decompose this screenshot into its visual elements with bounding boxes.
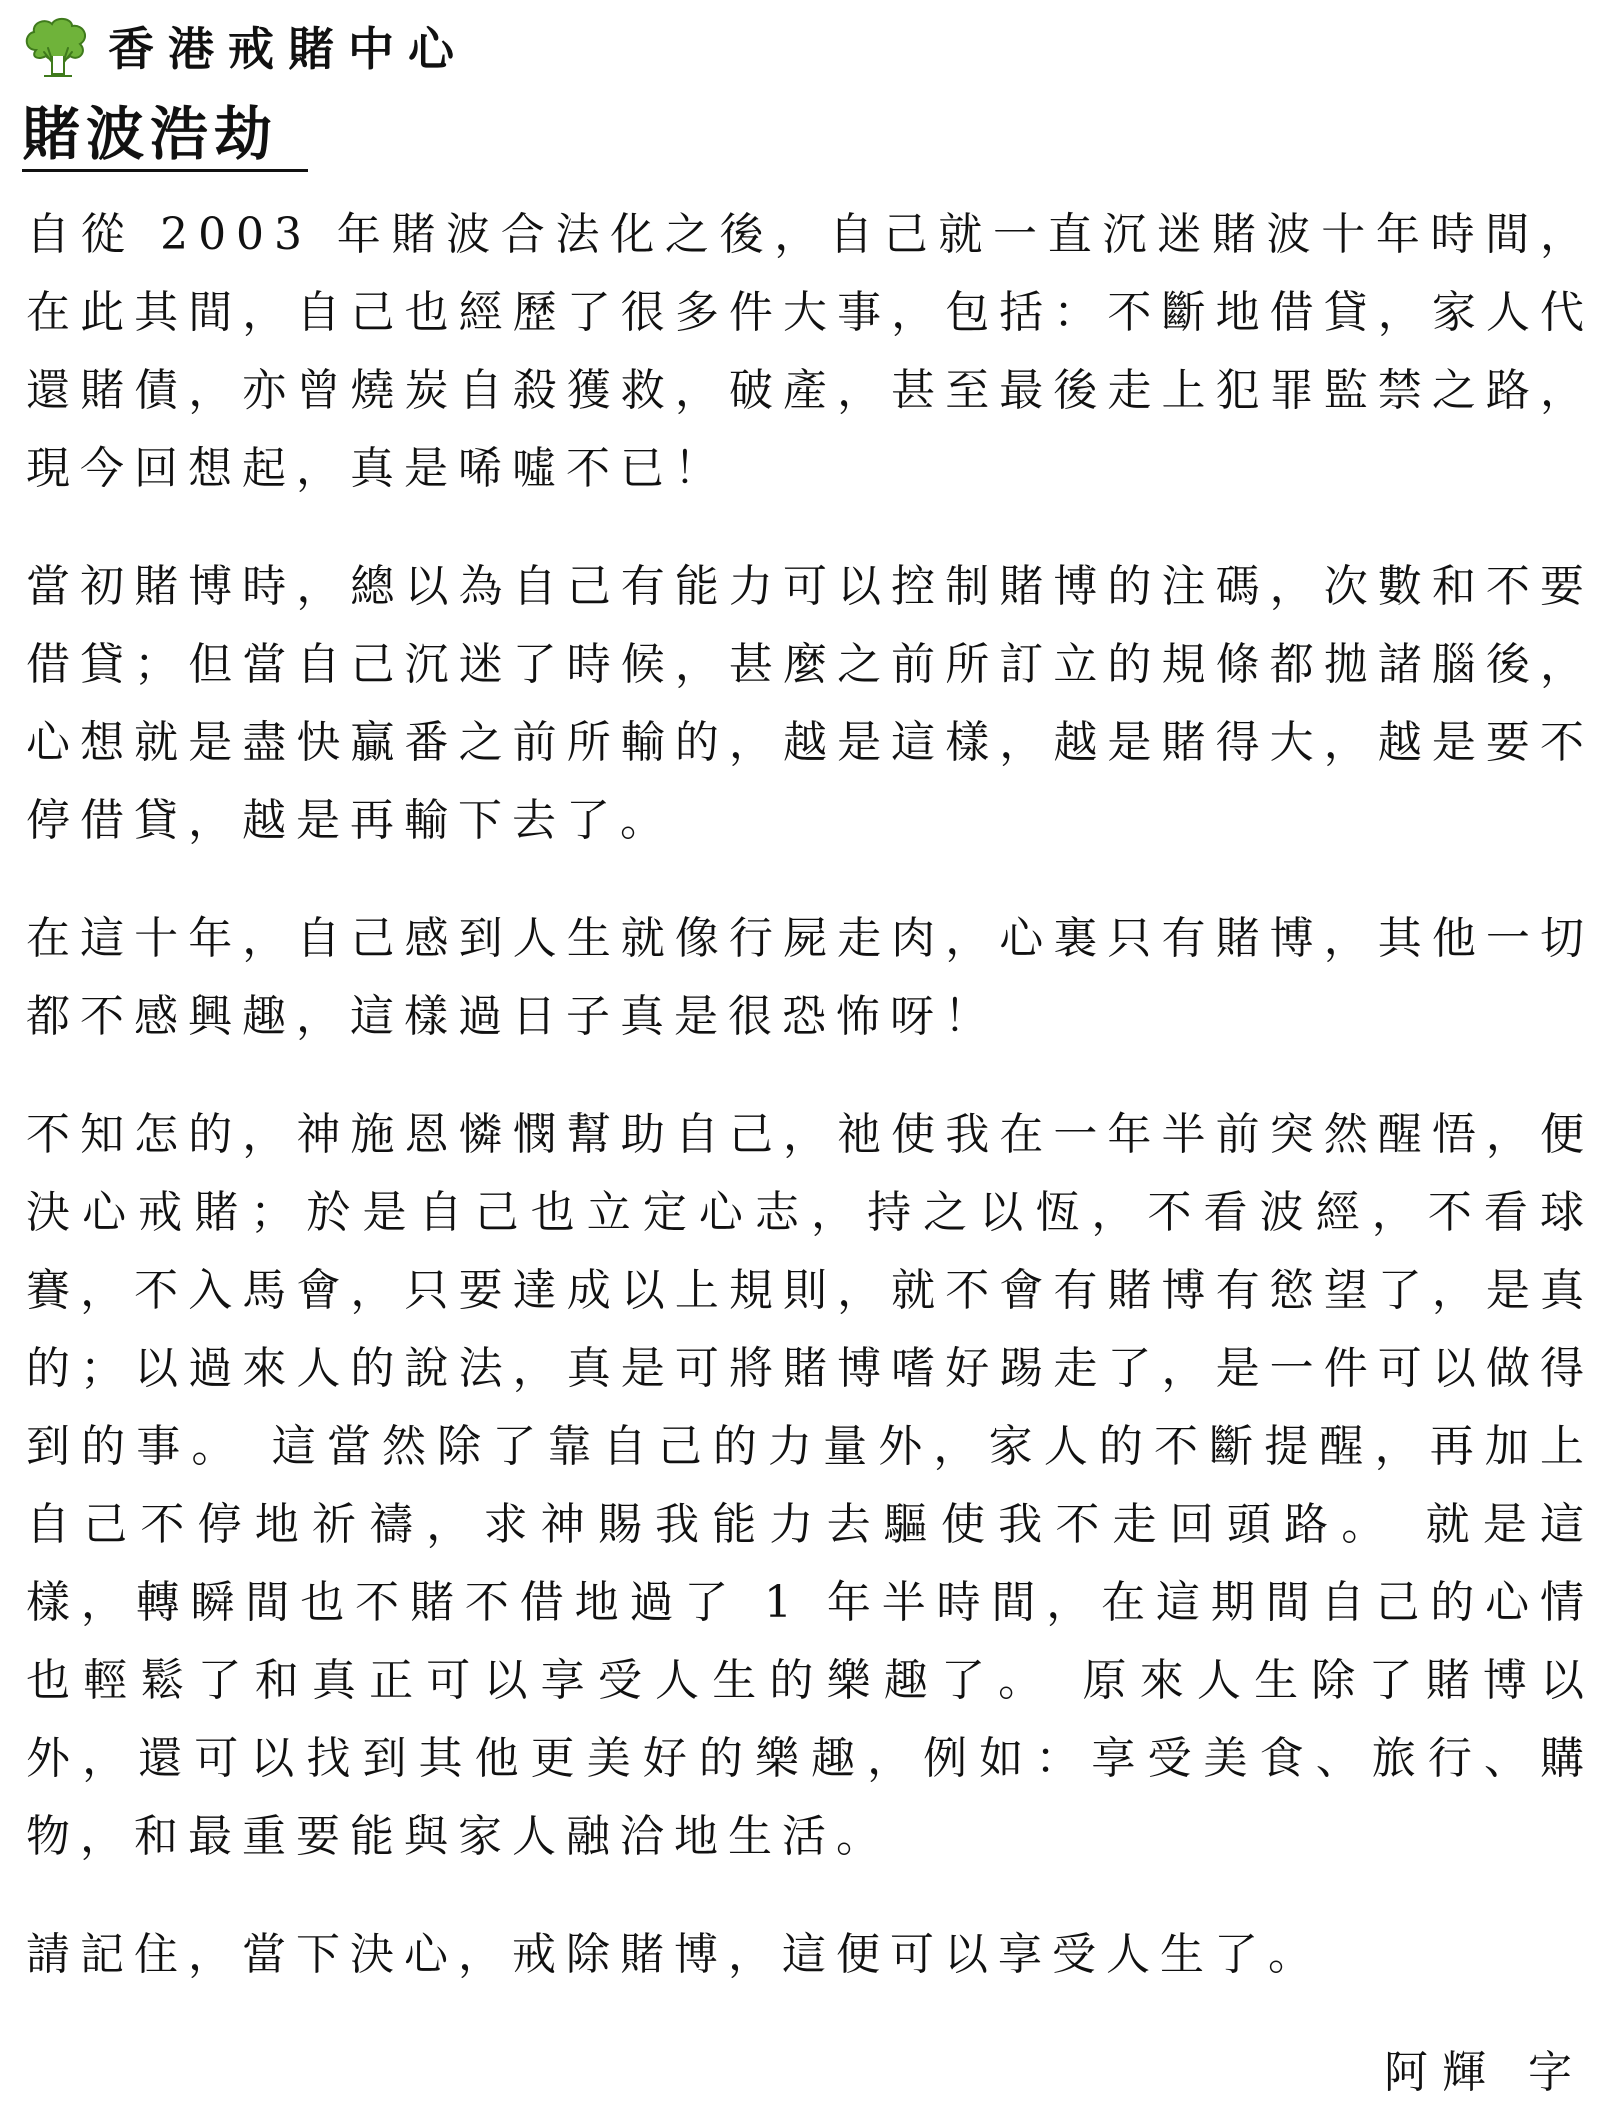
letterhead bbox=[22, 14, 468, 84]
document-title-block bbox=[22, 104, 308, 172]
document-title: 賭波浩劫 bbox=[22, 104, 279, 165]
paragraph: 不知怎的，神施恩憐憫幫助自己，祂使我在一年半前突然醒悟，便決心戒賭；於是自己也立定心志，持之以恆，不看波經，不看球賽，不入馬會，只要達成以上規則，就不會有賭博有慾望了，是真的；以過來人的說法，真是可將賭博嗜好踢走了，是一件可以做得到的事。 這當然除了靠自己的力量外，家人的不斷提醒，再加上自己不停地祈禱，求神賜我能力去驅使我不走回頭路。 就是這樣，轉瞬間也不賭不借地過了 1 年半時間，在這期間自己的心情也輕鬆了和真正可以享受人生的樂趣了。 原來人生除了賭博以外，還可以找到其他更美好的樂趣，例如：享受美食、旅行、購物，和最重要能與家人融洽地生活。 bbox=[26, 1109, 1594, 1862]
paragraph: 當初賭博時，總以為自己有能力可以控制賭博的注碼，次數和不要借貸；但當自己沉迷了時候，甚麼之前所訂立的規條都拋諸腦後，心想就是盡快贏番之前所輸的，越是這樣，越是賭得大，越是要不停借貸，越是再輸下去了。 bbox=[26, 561, 1594, 846]
paragraph: 請記住，當下決心，戒除賭博，這便可以享受人生了。 bbox=[26, 1929, 1322, 1980]
paragraph: 自從 2003 年賭波合法化之後，自己就一直沉迷賭波十年時間，在此其間，自己也經歷了很多件大事，包括：不斷地借貸，家人代還賭債，亦曾燒炭自殺獲救，破產，甚至最後走上犯罪監禁之路，現今回想起，真是唏噓不已！ bbox=[26, 209, 1594, 494]
paragraph: 在這十年，自己感到人生就像行屍走肉，心裏只有賭博，其他一切都不感興趣，這樣過日子真是很恐怖呀！ bbox=[26, 913, 1594, 1042]
organization-name: 香港戒賭中心 bbox=[108, 22, 468, 76]
author-signature: 阿輝 字 bbox=[1384, 2047, 1586, 2098]
tree-hands-logo-icon bbox=[22, 16, 94, 82]
document-body bbox=[26, 196, 1594, 2034]
